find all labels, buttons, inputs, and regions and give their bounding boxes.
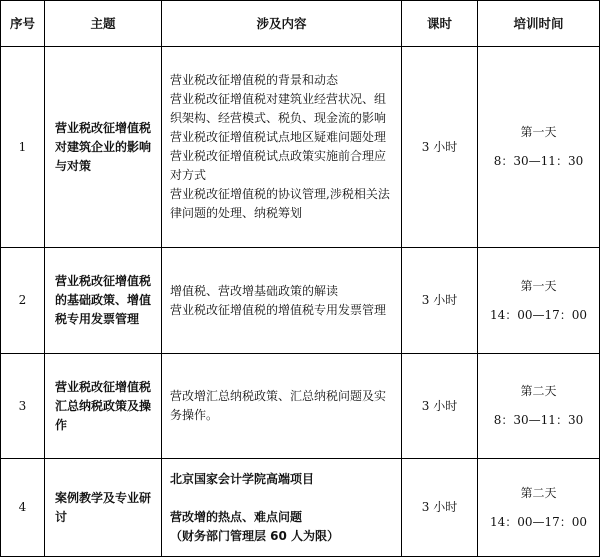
- content-line: 营改增的热点、难点问题: [170, 509, 303, 524]
- row-time: [478, 47, 600, 248]
- header-content: 涉及内容: [162, 1, 402, 47]
- row-index: 1: [1, 47, 45, 248]
- header-index: 序号: [1, 1, 45, 47]
- row-time: [478, 248, 600, 354]
- row-period: 14：00—17：00: [489, 514, 588, 529]
- row-day: 第一天: [520, 278, 557, 293]
- content-line: 营业税改征增值税的协议管理,涉税相关法律问题的处理、纳税筹划: [170, 187, 390, 220]
- content-line: 营业税改征增值税试点地区疑难问题处理: [170, 130, 387, 144]
- row-hours: 3 小时: [402, 47, 478, 248]
- row-index: 2: [1, 248, 45, 354]
- row-hours: 3 小时: [402, 354, 478, 459]
- header-row: [1, 1, 600, 47]
- content-line: 营业税改征增值税试点政策实施前合理应对方式: [170, 149, 387, 182]
- row-topic: 营业税改征增值税汇总纳税政策及操作: [45, 354, 162, 459]
- table-row: [1, 248, 600, 354]
- row-index: 4: [1, 459, 45, 557]
- row-index: 3: [1, 354, 45, 459]
- row-period: 14：00—17：00: [489, 307, 588, 322]
- row-day: 第二天: [520, 384, 557, 398]
- row-day: 第一天: [520, 125, 557, 139]
- content-line: 营改增汇总纳税政策、汇总纳税问题及实务操作。: [170, 389, 387, 422]
- row-topic: 营业税改征增值税对建筑企业的影响与对策: [45, 47, 162, 248]
- content-line: 营业税改征增值税的背景和动态: [170, 73, 339, 87]
- header-hours: 课时: [402, 1, 478, 47]
- row-hours: 3 小时: [402, 248, 478, 354]
- row-day: 第二天: [520, 485, 557, 500]
- content-line: （财务部门管理层 60 人为限）: [170, 528, 340, 543]
- row-topic: 案例教学及专业研讨: [45, 459, 162, 557]
- content-line: 北京国家会计学院高端项目: [170, 471, 315, 486]
- row-content: [162, 459, 402, 557]
- table-row: [1, 459, 600, 557]
- row-time: [478, 459, 600, 557]
- content-line: 营业税改征增值税对建筑业经营状况、组织架构、经营模式、税负、现金流的影响: [170, 92, 387, 125]
- content-line: 营业税改征增值税的增值税专用发票管理: [170, 302, 387, 317]
- header-time: 培训时间: [478, 1, 600, 47]
- table-row: [1, 47, 600, 248]
- row-hours: 3 小时: [402, 459, 478, 557]
- header-topic: 主题: [45, 1, 162, 47]
- row-content: [162, 248, 402, 354]
- row-topic: 营业税改征增值税的基础政策、增值税专用发票管理: [45, 248, 162, 354]
- row-period: 8：30—11：30: [493, 413, 584, 427]
- row-content: [162, 47, 402, 248]
- table-row: [1, 354, 600, 459]
- row-content: [162, 354, 402, 459]
- content-line: 增值税、营改增基础政策的解读: [170, 283, 339, 298]
- row-period: 8：30—11：30: [493, 154, 584, 168]
- row-time: [478, 354, 600, 459]
